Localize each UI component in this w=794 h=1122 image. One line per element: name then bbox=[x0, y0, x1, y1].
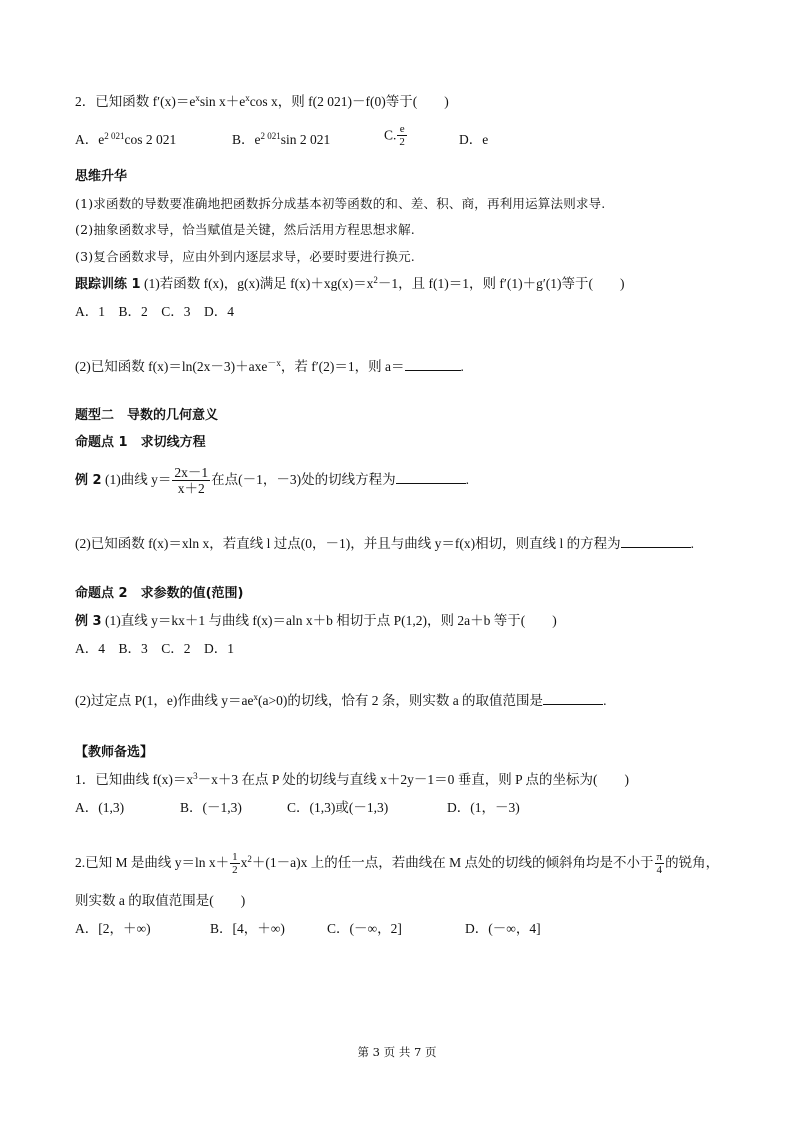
teacher-q2-option-a: A．[2，＋∞) bbox=[75, 921, 151, 936]
q2-text-1: 2．已知函数 f′(x)＝e bbox=[75, 94, 196, 109]
q2-text-3: cos x，则 f(2 021)－f(0)等于( ) bbox=[249, 94, 449, 109]
thinking-point-2: (2)抽象函数求导，恰当赋值是关键，然后活用方程思想求解. bbox=[75, 222, 415, 237]
example-3-label: 例 3 bbox=[75, 614, 102, 629]
teacher-q2-option-d: D．(－∞，4] bbox=[465, 921, 541, 936]
thinking-title: 思维升华 bbox=[75, 169, 128, 184]
half-fraction: $\frac{1}{2}$ bbox=[232, 851, 238, 877]
q2-sup-1: x bbox=[195, 93, 200, 103]
example-3-options: A．4 B．3 C．2 D．1 bbox=[75, 641, 235, 656]
q2-option-d: D．e bbox=[459, 132, 489, 147]
answer-blank bbox=[396, 471, 466, 484]
q2-option-c-fraction: $\frac{e}{2}$ bbox=[399, 123, 405, 148]
teacher-q2-option-b: B．[4，＋∞) bbox=[210, 921, 285, 936]
answer-blank bbox=[405, 358, 461, 371]
teacher-question-1: 1．已知曲线 $f(x)=x^3-x+3$ 在点 P 处的切线与直线 x＋2y－1＝0 垂直，则 P 点的坐标为( ) bbox=[75, 771, 630, 787]
question-2 bbox=[75, 93, 449, 111]
example-2-part-2: (2)已知函数 f(x)＝xln x，若直线 l 过点(0，－1)，并且与曲线 y＝f(x)相切，则直线 l 的方程为 . bbox=[75, 536, 694, 551]
teacher-q1-option-c: C．(1,3)或(－1,3) bbox=[287, 800, 389, 815]
q2-option-a: A．$e^{2 021}\cos$ 2 021 bbox=[75, 131, 177, 147]
q2-sup-2: x bbox=[245, 93, 250, 103]
follow-label: 跟踪训练 1 bbox=[75, 277, 141, 292]
teacher-q1-option-b: B．(－1,3) bbox=[180, 800, 242, 815]
example-2-fraction: $\frac{2x-1}{x+2}$ bbox=[174, 465, 209, 497]
section-title-type2: 题型二 导数的几何意义 bbox=[75, 408, 219, 423]
example-3-part-2: (2)过定点 P(1，e)作曲线 $y=ae^x(a>0)$的切线，恰有 2 条，则实数 a 的取值范围是 . bbox=[75, 692, 607, 708]
example-2-part-1: 例 2 (1)曲线 y＝ $\frac{2x-1}{x+2}$ 在点(－1，－3)处的切线方程为 . bbox=[75, 465, 469, 497]
proposition-2-title: 命题点 2 求参数的值(范围) bbox=[75, 586, 244, 601]
teacher-q1-option-a: A．(1,3) bbox=[75, 800, 125, 815]
example-3-part-1: 例 3 (1)直线 y＝kx＋1 与曲线 f(x)＝aln x＋b 相切于点 P(1,2)，则 2a＋b 等于( ) bbox=[75, 613, 557, 629]
q2-text-2: sin x＋e bbox=[199, 94, 246, 109]
example-2-label: 例 2 bbox=[75, 473, 102, 488]
teacher-section-title: 【教师备选】 bbox=[75, 745, 154, 760]
answer-blank bbox=[543, 692, 603, 705]
thinking-point-3: (3)复合函数求导，应由外到内逐层求导，必要时要进行换元. bbox=[75, 249, 415, 264]
q2-option-c: C. $\frac{e}{2}$ bbox=[384, 123, 405, 148]
page-footer: 第 3 页 共 7 页 bbox=[357, 1045, 437, 1059]
pi-over-four-fraction: $\frac{\pi}{4}$ bbox=[656, 851, 663, 877]
teacher-question-2-line-2: 则实数 a 的取值范围是( ) bbox=[75, 893, 246, 908]
teacher-question-2: 2.已知 M 是曲线 y＝ln x＋ $\frac{1}{2}$ $x^2+(1-a)x$ 上的任一点，若曲线在 M 点处的切线的倾斜角均是不小于 $\frac{\pi}{4}$ 的锐角， bbox=[75, 851, 720, 877]
follow-question-1: 跟踪训练 1 (1)若函数 f(x)，g(x)满足 $f(x)+xg(x)=x^2-1$，且 f(1)＝1，则 f′(1)＋g′(1)等于( ) bbox=[75, 275, 625, 292]
thinking-point-1: (1)求函数的导数要准确地把函数拆分成基本初等函数的和、差、积、商，再利用运算法则求导. bbox=[75, 196, 606, 211]
q2-option-b: B．$e^{2 021}\sin$ 2 021 bbox=[232, 131, 331, 147]
teacher-q2-option-c: C．(－∞，2] bbox=[327, 921, 402, 936]
teacher-q1-option-d: D．(1，－3) bbox=[447, 800, 520, 815]
follow-question-1-options: A．1 B．2 C．3 D．4 bbox=[75, 304, 235, 319]
answer-blank bbox=[621, 535, 691, 548]
proposition-1-title: 命题点 1 求切线方程 bbox=[75, 435, 206, 450]
follow-question-2: (2)已知函数 f(x)＝ln(2x－3)＋axe$^{-x}$，若 f′(2)＝1，则 a＝ . bbox=[75, 358, 464, 374]
